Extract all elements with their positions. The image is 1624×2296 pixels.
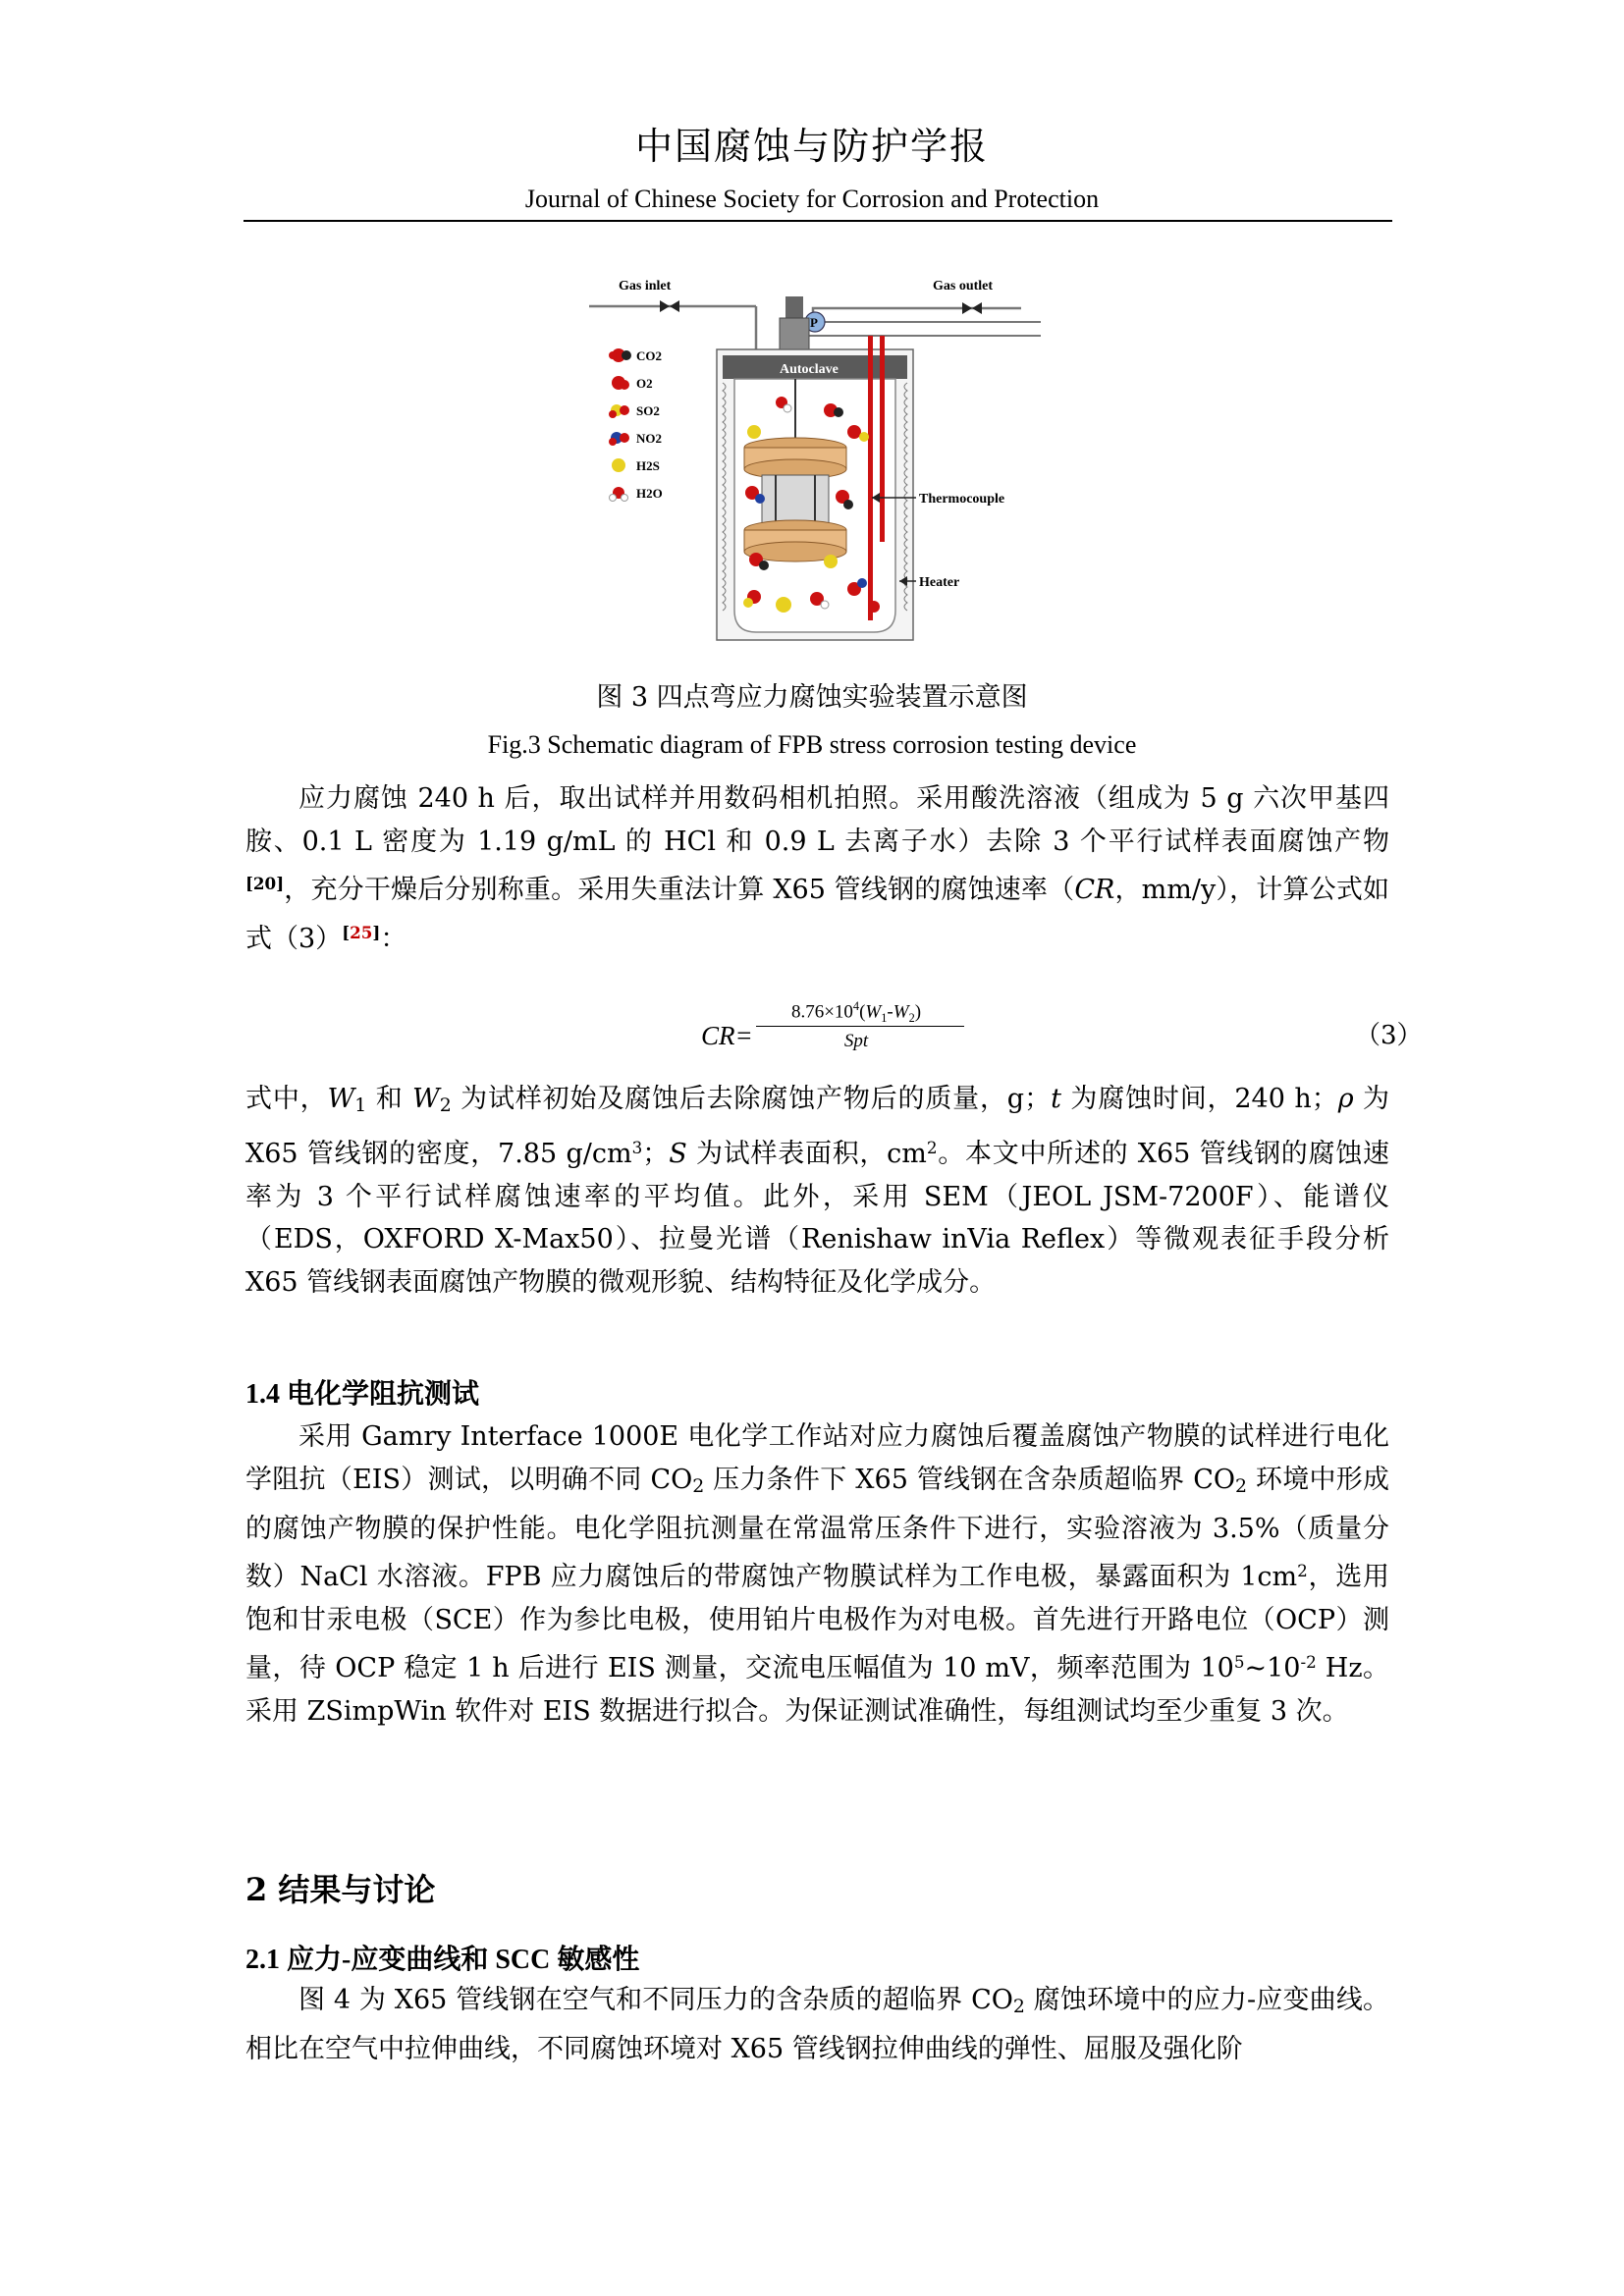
paragraph-corrosion-rate: 应力腐蚀 240 h 后，取出试样并用数码相机拍照。采用酸洗溶液（组成为 5 g 六次甲基四胺、0.1 L 密度为 1.19 g/mL 的 HCl 和 0.9 L 去离子水）去除 3 个平行试样表面腐蚀产物[20]，充分干燥后分别称重。采用失重法计算 X65 管线钢的腐蚀速率（CR，mm/y），计算公式如式（3）[25]：: [245, 783, 1389, 954]
heater-label: Heater: [919, 575, 960, 590]
header-rule: [244, 220, 1392, 222]
autoclave-label: Autoclave: [780, 362, 839, 377]
legend-h2o: H2O: [636, 486, 663, 501]
section-heading-2-1: 2.1 应力-应变曲线和 SCC 敏感性: [245, 1945, 640, 1975]
legend-h2s: H2S: [636, 458, 660, 473]
legend-o2: O2: [636, 376, 653, 391]
equation-lhs: CR=: [701, 1021, 753, 1050]
figure-legend: [609, 348, 663, 502]
gas-inlet-label: Gas inlet: [619, 279, 672, 294]
legend-so2: SO2: [636, 403, 660, 418]
paragraph-eis: 采用 Gamry Interface 1000E 电化学工作站对应力腐蚀后覆盖腐蚀产物膜的试样进行电化学阻抗（EIS）测试，以明确不同 $CO_2$ 压力条件下 X65 管线钢在含杂质超临界 $CO_2$ 环境中形成的腐蚀产物膜的保护性能。电化学阻抗测量在常温常压条件下进行，实验溶液为 3.5%（质量分数）NaCl 水溶液。FPB 应力腐蚀后的带腐蚀产物膜试样为工作电极，暴露面积为 $1cm^2$，选用饱和甘汞电极（SCE）作为参比电极，使用铂片电极作为对电极。首先进行开路电位（OCP）测量，待 OCP 稳定 1 h 后进行 EIS 测量，交流电压幅值为 10 mV，频率范围为 $10^5\sim 10^{-2}$ Hz。采用 ZSimpWin 软件对 EIS 数据进行拟合。为保证测试准确性，每组测试均至少重复 3 次。: [245, 1421, 1389, 1728]
equation-numerator: $8.76\times 10^4(W_1-W_2)$: [790, 999, 922, 1026]
journal-title-en: Journal of Chinese Society for Corrosion and Protection: [524, 185, 1100, 213]
section-heading-1-4: 1.4 电化学阻抗测试: [245, 1379, 480, 1410]
legend-no2: NO2: [636, 431, 662, 446]
figure-3-caption-cn: 图 3 四点弯应力腐蚀实验装置示意图: [596, 682, 1028, 713]
paragraph-stress-strain: 图 4 为 X65 管线钢在空气和不同压力的含杂质的超临界 $CO_2$ 腐蚀环境中的应力-应变曲线。相比在空气中拉伸曲线，不同腐蚀环境对 X65 管线钢拉伸曲线的弹性、屈服及强化阶: [245, 1985, 1389, 2065]
equation-denominator: Spt: [843, 1031, 869, 1051]
figure-3-caption-en: Fig.3 Schematic diagram of FPB stress corrosion testing device: [487, 730, 1137, 759]
gas-outlet-label: Gas outlet: [933, 279, 994, 294]
fraction-bar: [756, 1026, 964, 1027]
paragraph-variables: 式中，$W_1$ 和 $W_2$ 为试样初始及腐蚀后去除腐蚀产物后的质量，g；t 为腐蚀时间，240 h；ρ 为 X65 管线钢的密度，7.85 $g/cm^3$；S 为试样表面积，$cm^2$。本文中所述的 X65 管线钢的腐蚀速率为 3 个平行试样腐蚀速率的平均值。此外，采用 SEM（JEOL JSM-7200F）、能谱仪（EDS，OXFORD X-Max50）、拉曼光谱（Renishaw inVia Reflex）等微观表征手段分析 X65 管线钢表面腐蚀产物膜的微观形貌、结构特征及化学成分。: [245, 1084, 1390, 1298]
equation-number: （3）: [1355, 1021, 1423, 1050]
section-heading-2: 2 结果与讨论: [245, 1871, 436, 1908]
citation-25[interactable]: [25]: [342, 922, 381, 942]
pressure-gauge-label: P: [810, 315, 818, 330]
thermocouple-label: Thermocouple: [919, 492, 1005, 507]
citation-20[interactable]: [20]: [245, 874, 285, 893]
figure-3-schematic: [589, 265, 1041, 648]
legend-co2: CO2: [636, 348, 662, 363]
journal-title-cn: 中国腐蚀与防护学报: [634, 125, 989, 168]
